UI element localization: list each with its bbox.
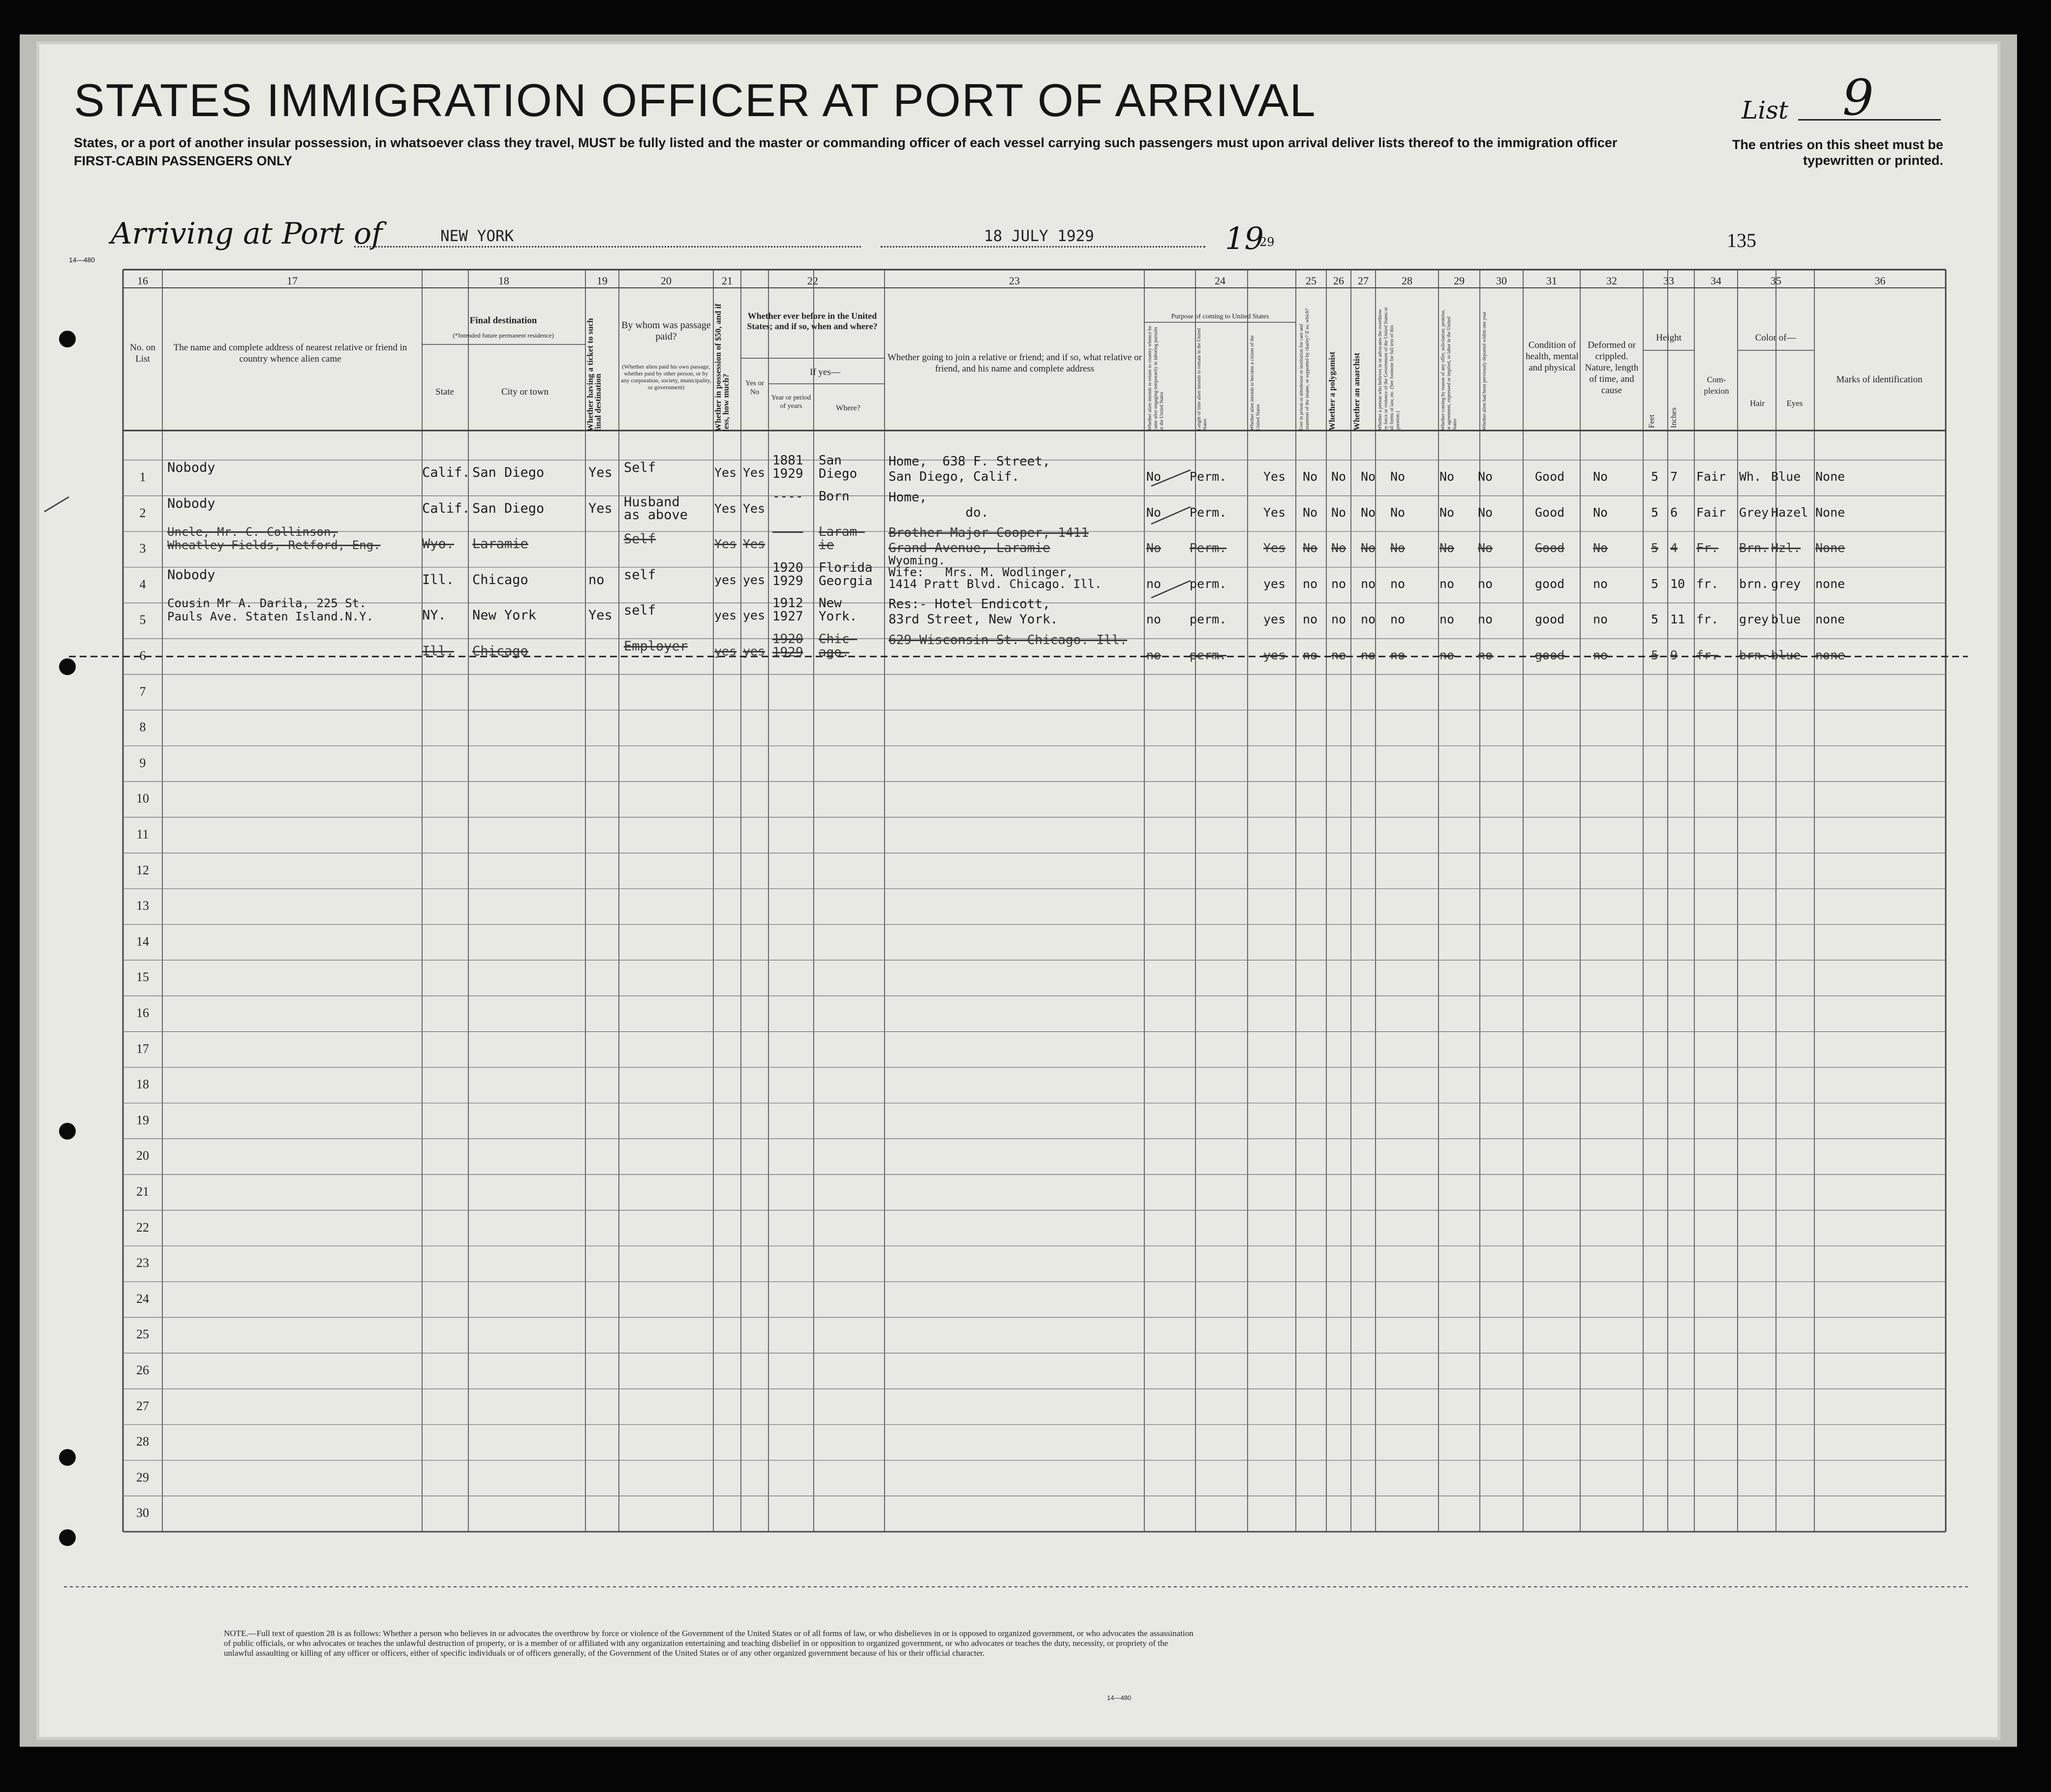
cell-relative: Uncle, Mr. C. Collinson, Wheatley Fields, Retford, Eng. [167, 525, 381, 553]
cell-health: Good [1535, 541, 1565, 556]
row-number: 27 [136, 1398, 149, 1413]
sheet-number: 135 [1727, 229, 1756, 251]
row-number: 4 [139, 577, 146, 591]
row-number: 13 [136, 898, 149, 913]
cell-c29: no [1439, 612, 1455, 627]
cell-before: yes [743, 644, 765, 658]
cell-joining: Res:- Hotel Endicott, 83rd Street, New York. [888, 597, 1058, 627]
cell-p-c: Yes [1263, 505, 1286, 520]
prison-header: Ever in prison or almshouse or institution for care and treatment of the insane, or supported by charity? If so, which? [1299, 308, 1310, 431]
hand-mark [44, 497, 69, 512]
column-number: 28 [1402, 275, 1412, 287]
cell-hair: Grey [1739, 505, 1769, 520]
cell-c27: no [1361, 612, 1376, 627]
row-number: 3 [139, 541, 146, 556]
cell-c25: no [1303, 576, 1318, 591]
purpose-citizen-header: Whether alien intends to become a citizen of the United States [1250, 335, 1261, 431]
cell-health: Good [1535, 469, 1565, 484]
cell-c27: no [1361, 576, 1376, 591]
cell-c29: No [1439, 469, 1455, 484]
row-number: 20 [136, 1148, 149, 1163]
row-number: 22 [136, 1220, 149, 1235]
column-number: 25 [1306, 275, 1316, 287]
cell-deformed: No [1593, 469, 1608, 484]
cell-p-c: yes [1263, 648, 1286, 662]
if-yes-header: If yes— [810, 367, 840, 377]
eyes-header: Eyes [1786, 399, 1803, 408]
ticket-header: Whether having a ticket to such final destination [585, 318, 603, 432]
cell-fifty: yes [714, 572, 737, 587]
cell-paid: Husband as above [624, 494, 688, 523]
question-28-header: Whether a person who believes in or advocates the overthrow by force or violence of the Government of the United States or all forms of law, etc. (See footnote for full text of this question.) [1378, 307, 1401, 431]
cell-eyes: blue [1771, 612, 1801, 627]
cell-p-b: perm. [1190, 612, 1227, 627]
row-number: 14 [136, 934, 149, 949]
paid-by-note: (Whether alien paid his own passage, whether paid by other person, or by any corporation, society, municipality, or government) [621, 363, 711, 391]
cell-p-b: perm. [1190, 576, 1227, 591]
cell-where: Chic- ago. [819, 632, 857, 660]
column-number: 36 [1874, 275, 1886, 287]
deported-header: Whether alien had been previously deported within one year [1482, 311, 1487, 431]
column-number: 23 [1009, 275, 1020, 287]
cell-hair: grey [1739, 612, 1769, 627]
cell-c28: no [1390, 612, 1406, 627]
cell-health: good [1535, 648, 1565, 662]
column-number: 22 [807, 275, 818, 287]
list-label: List [1742, 96, 1788, 124]
cell-paid: self [624, 567, 656, 583]
row-number: 30 [136, 1506, 149, 1520]
cell-feet: 5 [1651, 576, 1659, 591]
cell-c27: No [1361, 505, 1376, 520]
cell-p-c: yes [1263, 576, 1286, 591]
cell-p-c: yes [1263, 612, 1286, 627]
relative-header: The name and complete address of nearest relative or friend in country whence alien came [173, 342, 407, 364]
hair-header: Hair [1749, 399, 1765, 408]
cell-state: Ill. [422, 572, 455, 587]
cell-state: Calif. [422, 500, 470, 516]
cell-complexion: fr. [1696, 648, 1719, 662]
row-number: 19 [136, 1112, 149, 1127]
cell-p-a: No [1146, 469, 1162, 484]
column-number: 34 [1711, 275, 1721, 287]
cell-inches: 10 [1670, 576, 1685, 591]
before-us-header: Whether ever before in the United States; and if so, when and where? [747, 311, 878, 331]
cell-ticket: Yes [588, 500, 612, 516]
cell-c29: no [1439, 576, 1455, 591]
cell-c28: no [1390, 576, 1406, 591]
cell-state: Calif. [422, 465, 470, 480]
cell-c30: No [1478, 469, 1493, 484]
punch-hole [59, 1529, 76, 1546]
port-value: NEW YORK [440, 227, 514, 245]
cell-c25: no [1303, 612, 1318, 627]
subtitle: States, or a port of another insular possession, in whatsoever class they travel, MUST be fully listed and the master or commanding officer of each vessel carrying such passengers must upon arrival deliver lists thereof to the immigration officer [74, 135, 1618, 150]
cell-eyes: Hzl. [1771, 541, 1801, 556]
cell-c25: No [1303, 469, 1318, 484]
column-number: 27 [1358, 275, 1369, 287]
row-number: 8 [139, 720, 146, 735]
cell-complexion: fr. [1696, 612, 1719, 627]
cell-marks: None [1815, 541, 1845, 556]
punch-hole [59, 1449, 76, 1466]
cell-eyes: blue [1771, 648, 1801, 662]
cell-ticket: no [588, 572, 605, 587]
final-destination-header: Final destination [469, 315, 537, 326]
height-header: Height [1656, 333, 1682, 343]
cell-city: San Diego [472, 500, 545, 516]
cell-joining: Home, do. [888, 490, 989, 520]
cell-ticket: Yes [588, 608, 612, 623]
cell-c30: No [1478, 505, 1493, 520]
punch-hole [59, 331, 76, 347]
feet-header: Feet [1648, 414, 1656, 428]
cell-c25: No [1303, 505, 1318, 520]
cell-relative: Nobody [167, 495, 215, 511]
cell-c28: No [1390, 505, 1406, 520]
cell-deformed: no [1593, 612, 1608, 627]
fifty-dollars-header: Whether in possession of $50, and if less, how much? [713, 304, 731, 432]
footnote-form-number: 14—480 [1107, 1694, 1132, 1701]
row-number: 26 [136, 1363, 149, 1377]
cell-c27: no [1361, 648, 1376, 662]
cell-fifty: yes [714, 608, 737, 623]
cell-feet: 5 [1651, 469, 1659, 484]
row-number: 7 [139, 684, 146, 699]
typewritten-notice: The entries on this sheet must be typewritten or printed. [1732, 137, 1943, 168]
column-number: 24 [1215, 275, 1225, 287]
cell-year: ---- [772, 525, 803, 540]
column-number: 18 [498, 275, 509, 287]
row-number: 28 [136, 1434, 149, 1449]
cell-fifty: Yes [714, 537, 737, 552]
cell-joining: Brother Major Cooper, 1411 Grand Avenue, Laramie [888, 525, 1089, 556]
cell-c30: no [1478, 612, 1493, 627]
column-number: 19 [597, 275, 608, 287]
row-number: 10 [136, 791, 149, 806]
row-number: 11 [136, 827, 149, 841]
row-number: 18 [136, 1077, 149, 1092]
polygamist-header: Whether a polygamist [1327, 351, 1337, 431]
cell-marks: none [1815, 576, 1845, 591]
cell-eyes: Blue [1771, 469, 1801, 484]
row-number: 17 [136, 1041, 149, 1056]
color-of-header: Color of— [1755, 333, 1796, 343]
marks-header: Marks of identification [1836, 374, 1923, 385]
cell-hair: Brn. [1739, 541, 1769, 556]
row-number: 16 [136, 1006, 149, 1020]
cell-c28: No [1390, 469, 1406, 484]
no-on-list-header: No. on List [130, 342, 155, 364]
cell-hair: brn. [1739, 576, 1769, 591]
cell-p-b: Perm. [1190, 541, 1227, 556]
health-header: Condition of health, mental and physical [1526, 340, 1579, 373]
cell-complexion: fr. [1696, 576, 1719, 591]
inches-header: Inches [1670, 407, 1678, 428]
row-number: 6 [139, 649, 146, 663]
cell-ticket: Yes [588, 465, 612, 480]
row-number: 5 [139, 613, 146, 627]
cell-year: ---- [772, 489, 803, 504]
cell-complexion: Fair [1696, 469, 1726, 484]
cell-feet: 5 [1651, 505, 1659, 520]
cell-c30: no [1478, 648, 1493, 662]
cell-joining: Wyoming. Wife: Mrs. M. Wodlinger, 1414 Pratt Blvd. Chicago. Ill. [888, 553, 1102, 591]
row-number: 9 [139, 755, 146, 770]
cell-inches: 4 [1670, 541, 1678, 556]
cell-relative: Cousin Mr A. Darila, 225 St. Pauls Ave. Staten Island.N.Y. [167, 596, 374, 624]
cell-paid: Self [624, 460, 656, 475]
cell-c27: No [1361, 469, 1376, 484]
cell-eyes: Hazel [1771, 505, 1808, 520]
row-number: 21 [136, 1184, 149, 1199]
cell-fifty: yes [714, 644, 737, 658]
column-number: 35 [1771, 275, 1781, 287]
cell-where: San Diego [819, 453, 857, 481]
cell-before: yes [743, 608, 765, 623]
column-number: 30 [1496, 275, 1507, 287]
column-number: 21 [722, 275, 733, 287]
cell-state: NY. [422, 608, 446, 623]
joining-header: Whether going to join a relative or friend; and if so, what relative or friend, and his name and complete address [887, 352, 1142, 374]
where-header: Where? [836, 404, 860, 412]
cell-year: 1920 1929 [772, 560, 803, 588]
labor-offer-header: Whether coming by reason of any offer, solicitation, promise, or agreement, expressed or implied, to labor in the United States [1440, 309, 1458, 431]
cell-c26: no [1331, 648, 1347, 662]
arriving-label: Arriving at Port of [111, 216, 383, 251]
cell-relative: Nobody [167, 460, 215, 475]
cell-city: Chicago [472, 644, 528, 659]
cell-city: New York [472, 608, 537, 623]
column-number: 26 [1333, 275, 1344, 287]
cell-joining: Home, 638 F. Street, San Diego, Calif. [888, 454, 1050, 484]
cell-c29: No [1439, 541, 1455, 556]
cell-c26: no [1331, 576, 1347, 591]
complexion-header: Com-plexion [1704, 375, 1729, 396]
cell-year: 1920 1929 [772, 632, 803, 660]
city-header: City or town [501, 387, 549, 397]
cell-state: Ill. [422, 644, 455, 659]
cell-health: good [1535, 576, 1565, 591]
paid-by-header: By whom was passage paid? [621, 320, 711, 342]
cell-state: Wyo. [422, 536, 455, 552]
cell-c26: No [1331, 541, 1347, 556]
year-prefix: 19 [1225, 220, 1264, 256]
cell-p-c: Yes [1263, 469, 1286, 484]
purpose-return-header: Whether alien intends to return to country whence he came after engaging temporarily in laboring pursuits in the United States [1147, 326, 1164, 431]
cell-p-a: No [1146, 505, 1162, 520]
row-number: 15 [136, 970, 149, 985]
cell-marks: none [1815, 648, 1845, 662]
cell-c26: No [1331, 469, 1347, 484]
cell-fifty: Yes [714, 501, 737, 516]
row-number: 2 [139, 505, 146, 520]
final-destination-note: (*Intended future permanent residence) [453, 332, 554, 339]
year-period-header: Year or period of years [771, 394, 811, 410]
row-number: 12 [136, 863, 149, 877]
cell-complexion: Fr. [1696, 541, 1719, 556]
punch-hole [59, 1123, 76, 1140]
cell-c28: no [1390, 648, 1406, 662]
column-number: 16 [137, 275, 148, 287]
cell-joining: 629 Wisconsin St. Chicago. Ill. [888, 633, 1128, 648]
footnote: NOTE.—Full text of question 28 is as follows: Whether a person who believes in or advocates the overthrow by force or violence of the Government of the United States or of all forms of law, or who disbelieves in or is opposed to organized government, or who advocates the assassination of public officials, or who advocates or teaches the unlawful destruction of property, or is a member of or affiliated with any organization entertaining and teaching disbelief in or opposition to organized government, or who advocates or teaches the duty, necessity, or propriety of the unlawful assaulting or killing of any officer or officers, either of specific individuals or of officers generally, of the Government of the United States or of any other organized government because of his or their official character. [224, 1629, 1194, 1658]
row-number: 29 [136, 1470, 149, 1484]
cell-inches: 11 [1670, 612, 1685, 627]
yes-no-header: Yes or No [745, 379, 765, 396]
cell-deformed: no [1593, 576, 1608, 591]
cell-before: yes [743, 572, 765, 587]
cell-c29: No [1439, 505, 1455, 520]
row-number: 1 [139, 470, 146, 484]
cell-where: Born [819, 489, 850, 504]
cell-health: Good [1535, 505, 1565, 520]
cell-c29: no [1439, 648, 1455, 662]
cell-marks: None [1815, 469, 1845, 484]
cell-c25: no [1303, 648, 1318, 662]
cell-p-a: No [1146, 541, 1162, 556]
cell-c26: no [1331, 612, 1347, 627]
cell-inches: 6 [1670, 505, 1678, 520]
cell-complexion: Fair [1696, 505, 1726, 520]
cell-deformed: No [1593, 505, 1608, 520]
row-number: 24 [136, 1291, 149, 1306]
cell-c30: no [1478, 576, 1493, 591]
cell-relative: Nobody [167, 567, 215, 583]
cell-feet: 5 [1651, 648, 1659, 662]
purpose-length-header: Length of time alien intends to remain in the United States [1196, 328, 1208, 431]
cell-city: San Diego [472, 465, 545, 480]
cell-eyes: grey [1771, 576, 1801, 591]
punch-hole [59, 658, 76, 675]
cell-before: Yes [743, 501, 765, 516]
page-title: STATES IMMIGRATION OFFICER AT PORT OF ARRIVAL [74, 74, 1316, 126]
cell-year: 1881 1929 [772, 453, 803, 481]
cell-p-a: no [1146, 648, 1162, 662]
column-number: 31 [1546, 275, 1557, 287]
list-number: 9 [1842, 69, 1874, 126]
column-number: 33 [1663, 275, 1674, 287]
row-number: 25 [136, 1327, 149, 1342]
column-number: 17 [287, 275, 298, 287]
cell-c27: No [1361, 541, 1376, 556]
cell-where: Florida Georgia [819, 560, 873, 588]
cell-paid: self [624, 603, 656, 618]
cell-feet: 5 [1651, 612, 1659, 627]
cell-p-b: Perm. [1190, 469, 1227, 484]
date-value: 18 JULY 1929 [984, 227, 1094, 245]
cell-p-b: perm. [1190, 648, 1227, 662]
cell-marks: none [1815, 612, 1845, 627]
cell-hair: Wh. [1739, 469, 1762, 484]
cell-feet: 5 [1651, 541, 1659, 556]
cell-where: New York. [819, 596, 857, 624]
cell-paid: Employer [624, 639, 688, 654]
column-number: 29 [1454, 275, 1465, 287]
cell-c30: No [1478, 541, 1493, 556]
cell-deformed: No [1593, 541, 1608, 556]
cell-before: Yes [743, 465, 765, 480]
cell-where: Laram- ie [819, 525, 865, 553]
cell-deformed: no [1593, 648, 1608, 662]
cell-before: Yes [743, 537, 765, 552]
cell-hair: brn. [1739, 648, 1769, 662]
cell-p-b: Perm. [1190, 505, 1227, 520]
class-line: FIRST-CABIN PASSENGERS ONLY [74, 154, 293, 168]
deformed-header: Deformed or crippled. Nature, length of time, and cause [1585, 340, 1639, 396]
cell-health: good [1535, 612, 1565, 627]
column-number: 32 [1606, 275, 1617, 287]
anarchist-header: Whether an anarchist [1352, 352, 1361, 431]
year-suffix: 29 [1259, 235, 1275, 249]
row-number: 23 [136, 1256, 149, 1270]
cell-inches: 7 [1670, 469, 1678, 484]
cell-marks: None [1815, 505, 1845, 520]
cell-p-a: no [1146, 576, 1162, 591]
cell-fifty: Yes [714, 465, 737, 480]
cell-c25: No [1303, 541, 1318, 556]
cell-c28: No [1390, 541, 1406, 556]
cell-year: 1912 1927 [772, 596, 803, 624]
cell-city: Chicago [472, 572, 528, 587]
cell-c26: No [1331, 505, 1347, 520]
cell-inches: 9 [1670, 648, 1678, 662]
cell-p-c: Yes [1263, 541, 1286, 556]
state-header: State [435, 387, 454, 397]
cell-p-a: no [1146, 612, 1162, 627]
form-number: 14—480 [69, 256, 95, 264]
cell-paid: Self [624, 531, 656, 547]
column-number: 20 [661, 275, 672, 287]
cell-city: Laramie [472, 536, 528, 552]
purpose-header: Purpose of coming to United States [1171, 313, 1269, 320]
